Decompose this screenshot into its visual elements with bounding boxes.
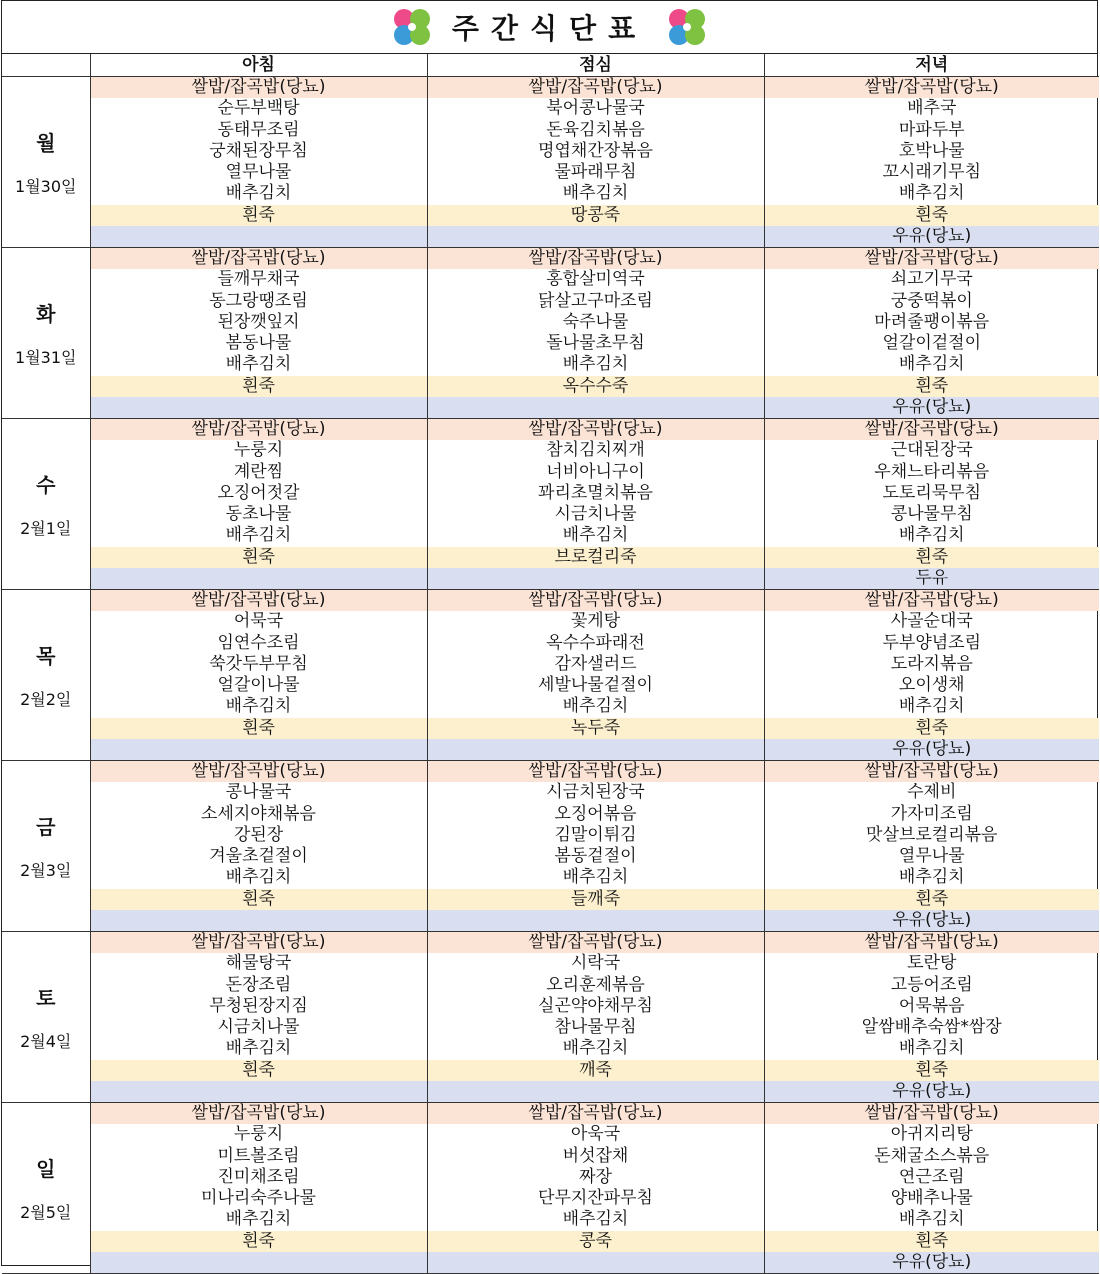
day-cell bbox=[2, 248, 90, 419]
breakfast-item: 쌀밥/잡곡밥(당뇨) bbox=[90, 761, 427, 783]
dinner-item: 알쌈배추숙쌈*쌈장 bbox=[764, 1017, 1099, 1038]
menu-row bbox=[2, 98, 1099, 119]
menu-row bbox=[2, 419, 1099, 441]
lunch-item bbox=[427, 568, 764, 590]
dinner-item: 마려줄팽이볶음 bbox=[764, 312, 1099, 333]
menu-row bbox=[2, 440, 1099, 461]
lunch-item: 쌀밥/잡곡밥(당뇨) bbox=[427, 1103, 764, 1125]
menu-row bbox=[2, 1081, 1099, 1103]
dinner-item: 연근조림 bbox=[764, 1167, 1099, 1188]
menu-row bbox=[2, 312, 1099, 333]
lunch-item: 옥수수죽 bbox=[427, 376, 764, 397]
lunch-item: 버섯잡채 bbox=[427, 1146, 764, 1167]
breakfast-item: 누룽지 bbox=[90, 440, 427, 461]
breakfast-item: 동초나물 bbox=[90, 504, 427, 525]
menu-row bbox=[2, 825, 1099, 846]
lunch-item bbox=[427, 1252, 764, 1274]
breakfast-item: 무청된장지짐 bbox=[90, 996, 427, 1017]
breakfast-item bbox=[90, 739, 427, 761]
dinner-item: 쌀밥/잡곡밥(당뇨) bbox=[764, 419, 1099, 441]
menu-row bbox=[2, 889, 1099, 910]
breakfast-item: 배추김치 bbox=[90, 696, 427, 717]
menu-row bbox=[2, 248, 1099, 270]
breakfast-item bbox=[90, 1252, 427, 1274]
dinner-item: 돈채굴소스볶음 bbox=[764, 1146, 1099, 1167]
dinner-item: 얼갈이겉절이 bbox=[764, 333, 1099, 354]
lunch-item bbox=[427, 739, 764, 761]
dinner-item: 쌀밥/잡곡밥(당뇨) bbox=[764, 77, 1099, 99]
dinner-item: 배추김치 bbox=[764, 183, 1099, 204]
lunch-item: 쌀밥/잡곡밥(당뇨) bbox=[427, 590, 764, 612]
dinner-item: 어묵볶음 bbox=[764, 996, 1099, 1017]
breakfast-item bbox=[90, 568, 427, 590]
dinner-item: 콩나물무침 bbox=[764, 504, 1099, 525]
breakfast-item: 동그랑땡조림 bbox=[90, 291, 427, 312]
dinner-item: 배추국 bbox=[764, 98, 1099, 119]
day-name: 토 bbox=[36, 986, 56, 1010]
lunch-item: 김말이튀김 bbox=[427, 825, 764, 846]
day-cell bbox=[2, 1103, 90, 1274]
dinner-item: 흰죽 bbox=[764, 376, 1099, 397]
header-dinner: 저녁 bbox=[764, 54, 1099, 77]
dinner-item: 배추김치 bbox=[764, 1038, 1099, 1059]
dinner-item: 아귀지리탕 bbox=[764, 1124, 1099, 1145]
day-date: 2월3일 bbox=[20, 861, 72, 880]
menu-row bbox=[2, 376, 1099, 397]
lunch-item: 브로컬리죽 bbox=[427, 547, 764, 568]
menu-row bbox=[2, 504, 1099, 525]
header-breakfast: 아침 bbox=[90, 54, 427, 77]
menu-row bbox=[2, 568, 1099, 590]
breakfast-item bbox=[90, 910, 427, 932]
lunch-item: 닭살고구마조림 bbox=[427, 291, 764, 312]
lunch-item: 단무지잔파무침 bbox=[427, 1188, 764, 1209]
menu-row bbox=[2, 1188, 1099, 1209]
breakfast-item: 겨울초겉절이 bbox=[90, 846, 427, 867]
dinner-item: 오이생채 bbox=[764, 675, 1099, 696]
lunch-item: 쌀밥/잡곡밥(당뇨) bbox=[427, 77, 764, 99]
menu-row bbox=[2, 547, 1099, 568]
lunch-item: 쌀밥/잡곡밥(당뇨) bbox=[427, 761, 764, 783]
menu-row bbox=[2, 739, 1099, 761]
menu-row bbox=[2, 1209, 1099, 1230]
lunch-item: 짜장 bbox=[427, 1167, 764, 1188]
breakfast-item: 쌀밥/잡곡밥(당뇨) bbox=[90, 590, 427, 612]
header-row bbox=[2, 54, 1099, 77]
menu-row bbox=[2, 1017, 1099, 1038]
menu-row bbox=[2, 183, 1099, 204]
menu-row bbox=[2, 1146, 1099, 1167]
menu-row bbox=[2, 1103, 1099, 1125]
breakfast-item: 흰죽 bbox=[90, 889, 427, 910]
breakfast-item: 오징어젓갈 bbox=[90, 483, 427, 504]
breakfast-item: 진미채조림 bbox=[90, 1167, 427, 1188]
breakfast-item: 계란찜 bbox=[90, 462, 427, 483]
dinner-item: 우유(당뇨) bbox=[764, 1081, 1099, 1103]
day-name: 목 bbox=[36, 644, 56, 668]
lunch-item: 배추김치 bbox=[427, 696, 764, 717]
dinner-item: 흰죽 bbox=[764, 889, 1099, 910]
day-date: 1월31일 bbox=[15, 348, 77, 367]
lunch-item: 깨죽 bbox=[427, 1060, 764, 1081]
menu-row bbox=[2, 782, 1099, 803]
lunch-item: 감자샐러드 bbox=[427, 654, 764, 675]
dinner-item: 쇠고기무국 bbox=[764, 269, 1099, 290]
dinner-item: 배추김치 bbox=[764, 525, 1099, 546]
lunch-item: 너비아니구이 bbox=[427, 462, 764, 483]
dinner-item: 흰죽 bbox=[764, 547, 1099, 568]
dinner-item: 쌀밥/잡곡밥(당뇨) bbox=[764, 248, 1099, 270]
breakfast-item: 소세지야채볶음 bbox=[90, 804, 427, 825]
breakfast-item: 미트볼조림 bbox=[90, 1146, 427, 1167]
lunch-item: 오리훈제볶음 bbox=[427, 975, 764, 996]
dinner-item: 토란탕 bbox=[764, 953, 1099, 974]
breakfast-item: 누룽지 bbox=[90, 1124, 427, 1145]
breakfast-item bbox=[90, 1081, 427, 1103]
breakfast-item: 쑥갓두부무침 bbox=[90, 654, 427, 675]
breakfast-item: 흰죽 bbox=[90, 205, 427, 226]
dinner-item: 배추김치 bbox=[764, 696, 1099, 717]
lunch-item bbox=[427, 910, 764, 932]
menu-row bbox=[2, 1038, 1099, 1059]
lunch-item bbox=[427, 397, 764, 419]
breakfast-item bbox=[90, 226, 427, 248]
dinner-item: 우유(당뇨) bbox=[764, 910, 1099, 932]
day-date: 2월5일 bbox=[20, 1203, 72, 1222]
lunch-item: 녹두죽 bbox=[427, 718, 764, 739]
breakfast-item: 궁채된장무침 bbox=[90, 141, 427, 162]
menu-row bbox=[2, 1124, 1099, 1145]
clover-left-icon bbox=[390, 5, 434, 49]
dinner-item: 두유 bbox=[764, 568, 1099, 590]
lunch-item: 콩죽 bbox=[427, 1231, 764, 1252]
menu-row bbox=[2, 1252, 1099, 1274]
dinner-item: 고등어조림 bbox=[764, 975, 1099, 996]
breakfast-item: 해물탕국 bbox=[90, 953, 427, 974]
dinner-item: 호박나물 bbox=[764, 141, 1099, 162]
menu-row bbox=[2, 654, 1099, 675]
lunch-item: 봄동겉절이 bbox=[427, 846, 764, 867]
dinner-item: 우채느타리볶음 bbox=[764, 462, 1099, 483]
breakfast-item: 흰죽 bbox=[90, 1231, 427, 1252]
menu-row bbox=[2, 932, 1099, 954]
breakfast-item: 어묵국 bbox=[90, 611, 427, 632]
dinner-item: 흰죽 bbox=[764, 1060, 1099, 1081]
day-cell bbox=[2, 932, 90, 1103]
lunch-item: 명엽채간장볶음 bbox=[427, 141, 764, 162]
dinner-item: 쌀밥/잡곡밥(당뇨) bbox=[764, 932, 1099, 954]
breakfast-item: 임연수조림 bbox=[90, 633, 427, 654]
day-name: 화 bbox=[36, 302, 56, 326]
lunch-item: 배추김치 bbox=[427, 1209, 764, 1230]
lunch-item: 옥수수파래전 bbox=[427, 633, 764, 654]
title-bar bbox=[2, 1, 1097, 54]
menu-row bbox=[2, 867, 1099, 888]
menu-body bbox=[2, 77, 1099, 1274]
dinner-item: 열무나물 bbox=[764, 846, 1099, 867]
dinner-item: 배추김치 bbox=[764, 354, 1099, 375]
page-title: 주간식단표 bbox=[451, 12, 648, 45]
breakfast-item: 흰죽 bbox=[90, 376, 427, 397]
day-name: 수 bbox=[36, 473, 56, 497]
lunch-item bbox=[427, 226, 764, 248]
dinner-item: 수제비 bbox=[764, 782, 1099, 803]
dinner-item: 우유(당뇨) bbox=[764, 739, 1099, 761]
dinner-item: 배추김치 bbox=[764, 1209, 1099, 1230]
lunch-item: 꽈리초멸치볶음 bbox=[427, 483, 764, 504]
lunch-item: 시금치나물 bbox=[427, 504, 764, 525]
dinner-item: 가자미조림 bbox=[764, 804, 1099, 825]
dinner-item: 마파두부 bbox=[764, 120, 1099, 141]
breakfast-item: 돈장조림 bbox=[90, 975, 427, 996]
dinner-item: 흰죽 bbox=[764, 718, 1099, 739]
breakfast-item: 흰죽 bbox=[90, 718, 427, 739]
menu-row bbox=[2, 804, 1099, 825]
lunch-item: 땅콩죽 bbox=[427, 205, 764, 226]
day-cell bbox=[2, 77, 90, 248]
breakfast-item: 쌀밥/잡곡밥(당뇨) bbox=[90, 77, 427, 99]
breakfast-item: 된장깻잎지 bbox=[90, 312, 427, 333]
menu-row bbox=[2, 226, 1099, 248]
clover-right-icon bbox=[665, 5, 709, 49]
lunch-item: 물파래무침 bbox=[427, 162, 764, 183]
header-blank bbox=[2, 54, 90, 77]
menu-row bbox=[2, 633, 1099, 654]
dinner-item: 도라지볶음 bbox=[764, 654, 1099, 675]
menu-row bbox=[2, 525, 1099, 546]
day-cell bbox=[2, 419, 90, 590]
dinner-item: 도토리묵무침 bbox=[764, 483, 1099, 504]
menu-row bbox=[2, 611, 1099, 632]
lunch-item: 숙주나물 bbox=[427, 312, 764, 333]
dinner-item: 두부양념조림 bbox=[764, 633, 1099, 654]
menu-row bbox=[2, 590, 1099, 612]
breakfast-item: 배추김치 bbox=[90, 183, 427, 204]
breakfast-item: 콩나물국 bbox=[90, 782, 427, 803]
day-date: 2월2일 bbox=[20, 690, 72, 709]
lunch-item: 쌀밥/잡곡밥(당뇨) bbox=[427, 248, 764, 270]
day-cell bbox=[2, 590, 90, 761]
breakfast-item: 봄동나물 bbox=[90, 333, 427, 354]
menu-row bbox=[2, 141, 1099, 162]
dinner-item: 쌀밥/잡곡밥(당뇨) bbox=[764, 590, 1099, 612]
dinner-item: 흰죽 bbox=[764, 205, 1099, 226]
day-name: 일 bbox=[36, 1157, 56, 1181]
dinner-item: 쌀밥/잡곡밥(당뇨) bbox=[764, 761, 1099, 783]
lunch-item bbox=[427, 1081, 764, 1103]
lunch-item: 참나물무침 bbox=[427, 1017, 764, 1038]
lunch-item: 시락국 bbox=[427, 953, 764, 974]
menu-row bbox=[2, 910, 1099, 932]
breakfast-item: 쌀밥/잡곡밥(당뇨) bbox=[90, 248, 427, 270]
breakfast-item: 배추김치 bbox=[90, 525, 427, 546]
breakfast-item: 배추김치 bbox=[90, 1038, 427, 1059]
breakfast-item: 열무나물 bbox=[90, 162, 427, 183]
day-date: 2월1일 bbox=[20, 519, 72, 538]
lunch-item: 배추김치 bbox=[427, 183, 764, 204]
day-cell bbox=[2, 761, 90, 932]
lunch-item: 북어콩나물국 bbox=[427, 98, 764, 119]
day-name: 월 bbox=[36, 131, 56, 155]
lunch-item: 배추김치 bbox=[427, 867, 764, 888]
menu-row bbox=[2, 675, 1099, 696]
dinner-item: 맛살브로컬리볶음 bbox=[764, 825, 1099, 846]
lunch-item: 꽃게탕 bbox=[427, 611, 764, 632]
lunch-item: 돌나물초무침 bbox=[427, 333, 764, 354]
breakfast-item: 배추김치 bbox=[90, 1209, 427, 1230]
lunch-item: 배추김치 bbox=[427, 354, 764, 375]
dinner-item: 우유(당뇨) bbox=[764, 1252, 1099, 1274]
lunch-item: 홍합살미역국 bbox=[427, 269, 764, 290]
dinner-item: 우유(당뇨) bbox=[764, 397, 1099, 419]
menu-row bbox=[2, 269, 1099, 290]
menu-row bbox=[2, 354, 1099, 375]
breakfast-item: 순두부백탕 bbox=[90, 98, 427, 119]
menu-row bbox=[2, 120, 1099, 141]
dinner-item: 흰죽 bbox=[764, 1231, 1099, 1252]
breakfast-item: 흰죽 bbox=[90, 547, 427, 568]
menu-table bbox=[2, 54, 1099, 1274]
menu-row bbox=[2, 696, 1099, 717]
breakfast-item: 들깨무채국 bbox=[90, 269, 427, 290]
dinner-item: 꼬시래기무침 bbox=[764, 162, 1099, 183]
dinner-item: 궁중떡볶이 bbox=[764, 291, 1099, 312]
dinner-item: 쌀밥/잡곡밥(당뇨) bbox=[764, 1103, 1099, 1125]
lunch-item: 세발나물겉절이 bbox=[427, 675, 764, 696]
breakfast-item: 동태무조림 bbox=[90, 120, 427, 141]
dinner-item: 사골순대국 bbox=[764, 611, 1099, 632]
lunch-item: 배추김치 bbox=[427, 525, 764, 546]
menu-row bbox=[2, 975, 1099, 996]
menu-row bbox=[2, 1231, 1099, 1252]
breakfast-item: 쌀밥/잡곡밥(당뇨) bbox=[90, 932, 427, 954]
breakfast-item: 얼갈이나물 bbox=[90, 675, 427, 696]
lunch-item: 실곤약야채무침 bbox=[427, 996, 764, 1017]
menu-row bbox=[2, 205, 1099, 226]
breakfast-item: 쌀밥/잡곡밥(당뇨) bbox=[90, 1103, 427, 1125]
dinner-item: 근대된장국 bbox=[764, 440, 1099, 461]
breakfast-item: 시금치나물 bbox=[90, 1017, 427, 1038]
lunch-item: 시금치된장국 bbox=[427, 782, 764, 803]
lunch-item: 참치김치찌개 bbox=[427, 440, 764, 461]
breakfast-item: 강된장 bbox=[90, 825, 427, 846]
breakfast-item: 배추김치 bbox=[90, 354, 427, 375]
menu-row bbox=[2, 953, 1099, 974]
menu-row bbox=[2, 1060, 1099, 1081]
lunch-item: 배추김치 bbox=[427, 1038, 764, 1059]
menu-row bbox=[2, 1167, 1099, 1188]
day-name: 금 bbox=[36, 815, 56, 839]
lunch-item: 아욱국 bbox=[427, 1124, 764, 1145]
lunch-item: 쌀밥/잡곡밥(당뇨) bbox=[427, 419, 764, 441]
menu-row bbox=[2, 996, 1099, 1017]
day-date: 1월30일 bbox=[15, 177, 77, 196]
day-date: 2월4일 bbox=[20, 1032, 72, 1051]
menu-row bbox=[2, 462, 1099, 483]
dinner-item: 양배추나물 bbox=[764, 1188, 1099, 1209]
menu-row bbox=[2, 77, 1099, 99]
lunch-item: 들깨죽 bbox=[427, 889, 764, 910]
lunch-item: 돈육김치볶음 bbox=[427, 120, 764, 141]
menu-row bbox=[2, 397, 1099, 419]
menu-row bbox=[2, 718, 1099, 739]
header-lunch: 점심 bbox=[427, 54, 764, 77]
menu-row bbox=[2, 483, 1099, 504]
menu-row bbox=[2, 333, 1099, 354]
lunch-item: 오징어볶음 bbox=[427, 804, 764, 825]
breakfast-item: 쌀밥/잡곡밥(당뇨) bbox=[90, 419, 427, 441]
breakfast-item: 배추김치 bbox=[90, 867, 427, 888]
menu-row bbox=[2, 761, 1099, 783]
breakfast-item bbox=[90, 397, 427, 419]
menu-row bbox=[2, 291, 1099, 312]
lunch-item: 쌀밥/잡곡밥(당뇨) bbox=[427, 932, 764, 954]
menu-row bbox=[2, 162, 1099, 183]
menu-sheet bbox=[1, 0, 1098, 1272]
dinner-item: 우유(당뇨) bbox=[764, 226, 1099, 248]
breakfast-item: 흰죽 bbox=[90, 1060, 427, 1081]
breakfast-item: 미나리숙주나물 bbox=[90, 1188, 427, 1209]
menu-row bbox=[2, 846, 1099, 867]
dinner-item: 배추김치 bbox=[764, 867, 1099, 888]
